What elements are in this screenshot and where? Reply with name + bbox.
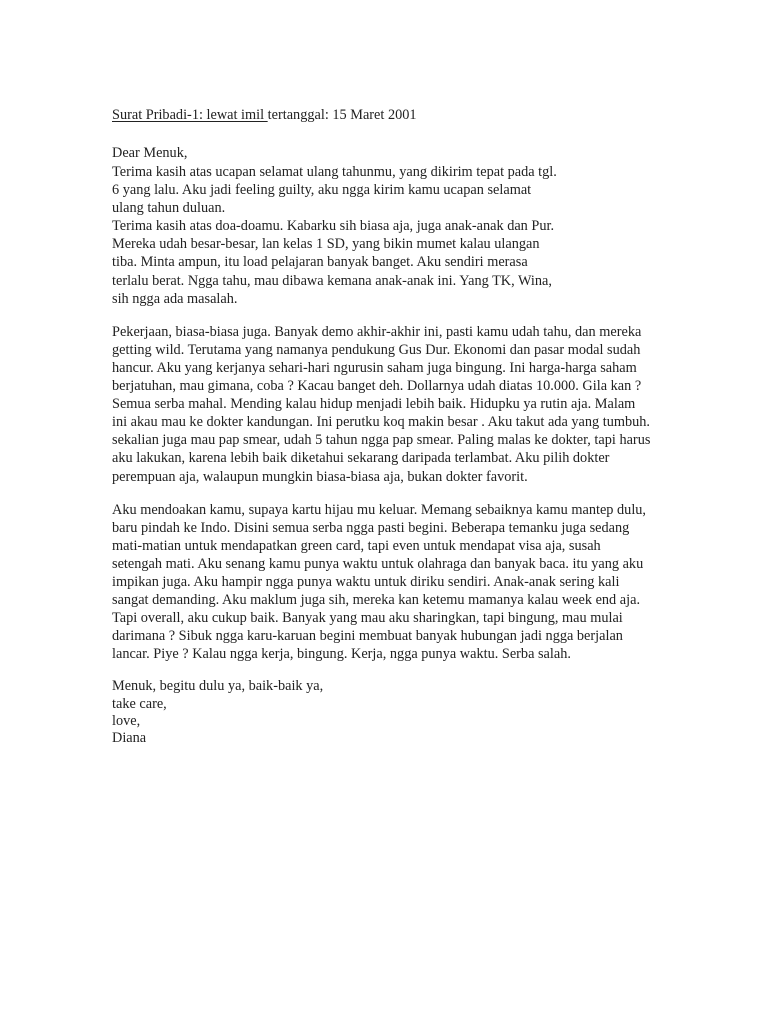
paragraph-gap: [112, 663, 712, 678]
paragraph-line: Mereka udah besar-besar, lan kelas 1 SD, yang bikin mumet kalau ulangan: [112, 236, 540, 253]
closing-line: take care,: [112, 695, 167, 712]
letter-heading: [112, 104, 712, 126]
paragraph-line: sangat demanding. Aku maklum juga sih, mereka kan ketemu mamanya kalau week end aja.: [112, 592, 641, 609]
paragraph-line: setengah mati. Aku senang kamu punya waktu untuk olahraga dan banyak baca. itu yang aku: [112, 555, 644, 572]
paragraph-2: [112, 323, 712, 486]
paragraph-line: getting wild. Terutama yang namanya pendukung Gus Dur. Ekonomi dan pasar modal sudah: [112, 341, 641, 358]
paragraph-line: mati-matian untuk mendapatkan green card, tapi even untuk mendapat visa aja, susah: [112, 537, 601, 554]
paragraph-line: Terima kasih atas doa-doamu. Kabarku sih biasa aja, juga anak-anak dan Pur.: [112, 218, 555, 235]
paragraph-line: baru pindah ke Indo. Disini semua serba ngga pasti begini. Beberapa temanku juga sedang: [112, 519, 630, 536]
closing: [112, 678, 712, 747]
paragraph-gap: [112, 308, 712, 323]
closing-line: love,: [112, 712, 141, 729]
paragraph-line: Terima kasih atas ucapan selamat ulang tahunmu, yang dikirim tepat pada tgl.: [112, 164, 557, 180]
paragraph-line: hancur. Aku yang kerjanya sehari-hari ngurusin saham juga bingung. Ini harga-harga saham: [112, 359, 637, 376]
paragraph-line: lancar. Piye ? Kalau ngga kerja, bingung. Kerja, ngga punya waktu. Serba salah.: [112, 646, 571, 663]
letter-heading-date: tertanggal: 15 Maret 2001: [267, 107, 417, 123]
paragraph-gap: [112, 486, 712, 501]
paragraph-line: darimana ? Sibuk ngga karu-karuan begini membuat banyak hubungan jadi ngga berjalan: [112, 628, 623, 645]
paragraph-line: sekalian juga mau pap smear, udah 5 tahun ngga pap smear. Paling malas ke dokter, tapi harus: [112, 432, 651, 449]
letter-heading-link[interactable]: Surat Pribadi-1: lewat imil: [112, 107, 268, 123]
paragraph-line: Pekerjaan, biasa-biasa juga. Banyak demo akhir-akhir ini, pasti kamu udah tahu, dan mereka: [112, 323, 642, 340]
paragraph-line: berjatuhan, mau gimana, coba ? Kacau banget deh. Dollarnya udah diatas 10.000. Gila kan ?: [112, 378, 642, 395]
salutation: Dear Menuk,: [112, 145, 188, 161]
paragraph-line: perempuan aja, walaupun mungkin biasa-biasa aja, bukan dokter favorit.: [112, 468, 528, 485]
paragraph-1: [112, 163, 712, 308]
paragraph-line: Aku mendoakan kamu, supaya kartu hijau mu keluar. Memang sebaiknya kamu mantep dulu,: [112, 501, 647, 518]
paragraph-line: terlalu berat. Ngga tahu, mau dibawa kemana anak-anak ini. Yang TK, Wina,: [112, 272, 552, 289]
paragraph-line: Semua serba mahal. Mending kalau hidup menjadi lebih baik. Hidupku ya rutin aja. Malam: [112, 396, 636, 413]
paragraph-line: 6 yang lalu. Aku jadi feeling guilty, aku ngga kirim kamu ucapan selamat: [112, 182, 532, 199]
paragraph-3: [112, 501, 712, 664]
letter-page: [112, 104, 712, 747]
closing-line: Menuk, begitu dulu ya, baik-baik ya,: [112, 678, 324, 695]
paragraph-line: ini akau mau ke dokter kandungan. Ini perutku koq makin besar . Aku takut ada yang tumbuh.: [112, 414, 650, 431]
signature-name: Diana: [112, 730, 147, 746]
paragraph-line: Tapi overall, aku cukup baik. Banyak yang mau aku sharingkan, tapi bingung, mau mulai: [112, 610, 623, 627]
paragraph-line: aku lakukan, karena lebih baik diketahui sekarang daripada terlambat. Aku pilih dokter: [112, 450, 610, 467]
paragraph-line: tiba. Minta ampun, itu load pelajaran banyak banget. Aku sendiri merasa: [112, 254, 528, 271]
paragraph-line: sih ngga ada masalah.: [112, 290, 238, 307]
paragraph-line: ulang tahun duluan.: [112, 200, 226, 217]
paragraph-line: impikan juga. Aku hampir ngga punya waktu untuk diriku sendiri. Anak-anak sering kali: [112, 573, 620, 590]
